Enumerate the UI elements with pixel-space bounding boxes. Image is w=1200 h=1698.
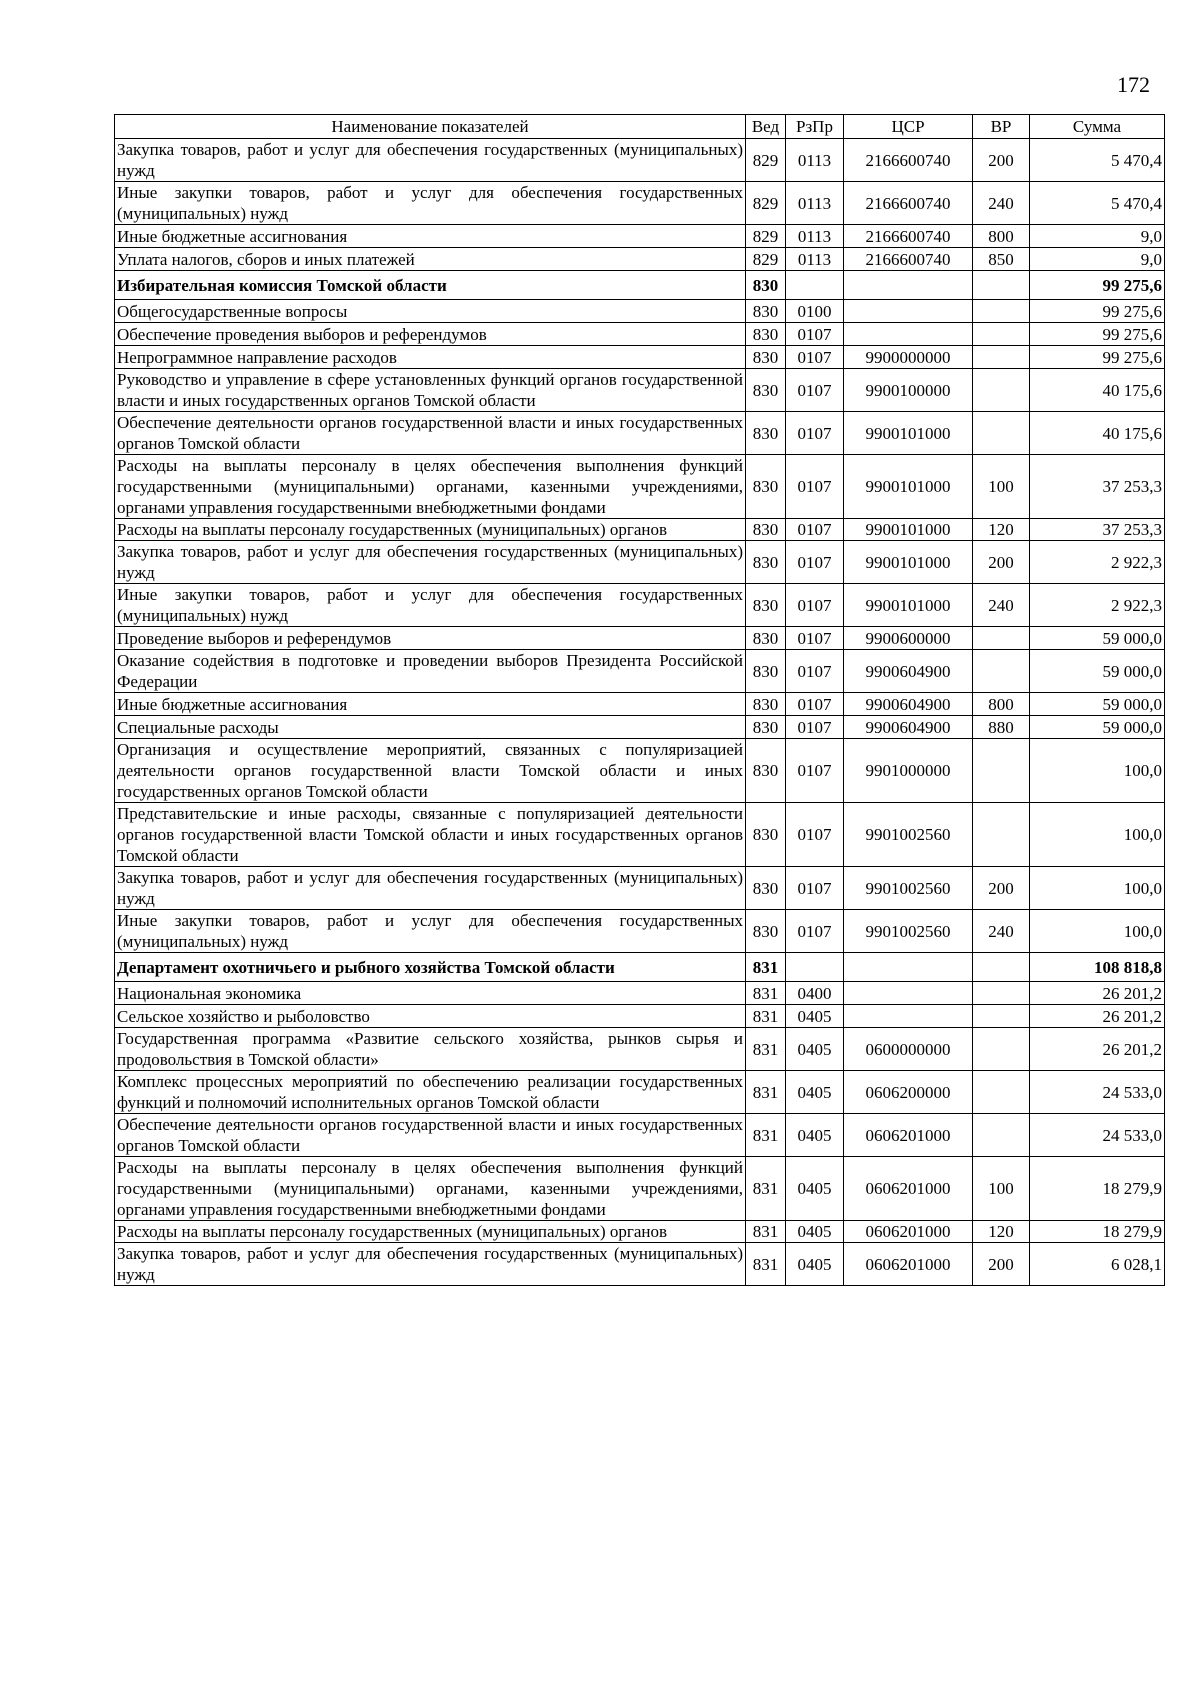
- cell-csr: 9900101000: [844, 541, 973, 584]
- cell-sum: 100,0: [1030, 739, 1165, 803]
- table-row: [115, 369, 1165, 412]
- cell-name: Закупка товаров, работ и услуг для обеспечения государственных (муниципальных) нужд: [115, 1243, 746, 1286]
- cell-vr: [973, 650, 1030, 693]
- cell-sum: 40 175,6: [1030, 369, 1165, 412]
- cell-sum: 24 533,0: [1030, 1071, 1165, 1114]
- header-sum: Сумма: [1030, 115, 1165, 139]
- cell-csr: 9900604900: [844, 693, 973, 716]
- cell-vr: [973, 627, 1030, 650]
- cell-name: Расходы на выплаты персоналу в целях обеспечения выполнения функций государственными (муниципальными) органами, казенными учреждениями, органами управления государственными внебюджетными фондами: [115, 455, 746, 519]
- cell-name: Иные бюджетные ассигнования: [115, 693, 746, 716]
- table-row: [115, 1028, 1165, 1071]
- cell-csr: [844, 323, 973, 346]
- cell-rzpr: 0405: [786, 1028, 844, 1071]
- cell-ved: 831: [746, 953, 786, 982]
- cell-rzpr: 0107: [786, 803, 844, 867]
- cell-vr: [973, 982, 1030, 1005]
- table-row: [115, 182, 1165, 225]
- cell-rzpr: 0107: [786, 867, 844, 910]
- cell-name: Иные бюджетные ассигнования: [115, 225, 746, 248]
- cell-vr: 200: [973, 1243, 1030, 1286]
- cell-name: Обеспечение деятельности органов государственной власти и иных государственных органов Томской области: [115, 412, 746, 455]
- cell-rzpr: 0113: [786, 225, 844, 248]
- cell-name: Расходы на выплаты персоналу в целях обеспечения выполнения функций государственными (муниципальными) органами, казенными учреждениями, органами управления государственными внебюджетными фондами: [115, 1157, 746, 1221]
- cell-name: Комплекс процессных мероприятий по обеспечению реализации государственных функций и полномочий исполнительных органов Томской области: [115, 1071, 746, 1114]
- cell-name: Обеспечение проведения выборов и референдумов: [115, 323, 746, 346]
- cell-csr: 9900101000: [844, 455, 973, 519]
- cell-ved: 829: [746, 139, 786, 182]
- cell-ved: 830: [746, 739, 786, 803]
- table-row: [115, 867, 1165, 910]
- cell-ved: 830: [746, 455, 786, 519]
- cell-ved: 830: [746, 323, 786, 346]
- cell-sum: 99 275,6: [1030, 323, 1165, 346]
- cell-name: Закупка товаров, работ и услуг для обеспечения государственных (муниципальных) нужд: [115, 139, 746, 182]
- cell-sum: 40 175,6: [1030, 412, 1165, 455]
- cell-ved: 830: [746, 369, 786, 412]
- cell-vr: 240: [973, 182, 1030, 225]
- cell-rzpr: 0107: [786, 739, 844, 803]
- cell-rzpr: 0107: [786, 693, 844, 716]
- cell-ved: 830: [746, 867, 786, 910]
- table-row: [115, 412, 1165, 455]
- cell-name: Представительские и иные расходы, связанные с популяризацией деятельности органов государственной власти Томской области и иных государственных органов Томской области: [115, 803, 746, 867]
- cell-csr: 0606201000: [844, 1114, 973, 1157]
- cell-csr: 9900000000: [844, 346, 973, 369]
- cell-vr: [973, 953, 1030, 982]
- cell-name: Иные закупки товаров, работ и услуг для обеспечения государственных (муниципальных) нужд: [115, 584, 746, 627]
- cell-csr: 9900604900: [844, 716, 973, 739]
- cell-sum: 59 000,0: [1030, 627, 1165, 650]
- cell-sum: 5 470,4: [1030, 139, 1165, 182]
- cell-rzpr: [786, 271, 844, 300]
- cell-csr: 9901000000: [844, 739, 973, 803]
- table-row: [115, 300, 1165, 323]
- cell-rzpr: 0405: [786, 1157, 844, 1221]
- cell-rzpr: 0405: [786, 1071, 844, 1114]
- cell-vr: 240: [973, 584, 1030, 627]
- cell-csr: 9900600000: [844, 627, 973, 650]
- cell-ved: 830: [746, 412, 786, 455]
- cell-ved: 831: [746, 982, 786, 1005]
- cell-csr: 0606201000: [844, 1221, 973, 1243]
- cell-vr: 800: [973, 225, 1030, 248]
- cell-vr: [973, 1114, 1030, 1157]
- table-row: [115, 519, 1165, 541]
- cell-ved: 829: [746, 225, 786, 248]
- cell-rzpr: 0107: [786, 369, 844, 412]
- cell-csr: [844, 953, 973, 982]
- cell-ved: 831: [746, 1157, 786, 1221]
- table-row: [115, 323, 1165, 346]
- table-row: [115, 1243, 1165, 1286]
- cell-name: Иные закупки товаров, работ и услуг для обеспечения государственных (муниципальных) нужд: [115, 910, 746, 953]
- cell-sum: 9,0: [1030, 225, 1165, 248]
- table-row: [115, 248, 1165, 271]
- table-row: [115, 1005, 1165, 1028]
- cell-name: Расходы на выплаты персоналу государственных (муниципальных) органов: [115, 1221, 746, 1243]
- cell-ved: 830: [746, 650, 786, 693]
- cell-name: Организация и осуществление мероприятий, связанных с популяризацией деятельности органов государственной власти Томской области и иных государственных органов Томской области: [115, 739, 746, 803]
- cell-csr: 9901002560: [844, 803, 973, 867]
- cell-rzpr: 0400: [786, 982, 844, 1005]
- cell-name: Проведение выборов и референдумов: [115, 627, 746, 650]
- cell-ved: 831: [746, 1243, 786, 1286]
- cell-rzpr: 0107: [786, 650, 844, 693]
- cell-ved: 831: [746, 1028, 786, 1071]
- cell-rzpr: 0107: [786, 412, 844, 455]
- table-row: [115, 716, 1165, 739]
- cell-ved: 830: [746, 803, 786, 867]
- budget-table: [114, 114, 1165, 1286]
- cell-ved: 831: [746, 1005, 786, 1028]
- cell-vr: 120: [973, 1221, 1030, 1243]
- table-header-row: [115, 115, 1165, 139]
- cell-rzpr: 0405: [786, 1243, 844, 1286]
- cell-sum: 99 275,6: [1030, 300, 1165, 323]
- header-csr: ЦСР: [844, 115, 973, 139]
- cell-sum: 108 818,8: [1030, 953, 1165, 982]
- cell-sum: 100,0: [1030, 867, 1165, 910]
- page-number: 172: [1117, 72, 1150, 97]
- cell-rzpr: 0113: [786, 139, 844, 182]
- cell-vr: 120: [973, 519, 1030, 541]
- cell-vr: 100: [973, 1157, 1030, 1221]
- table-row: [115, 803, 1165, 867]
- cell-rzpr: 0405: [786, 1005, 844, 1028]
- cell-name: Сельское хозяйство и рыболовство: [115, 1005, 746, 1028]
- cell-sum: 5 470,4: [1030, 182, 1165, 225]
- cell-sum: 2 922,3: [1030, 541, 1165, 584]
- cell-sum: 59 000,0: [1030, 693, 1165, 716]
- cell-csr: 2166600740: [844, 139, 973, 182]
- cell-vr: [973, 1071, 1030, 1114]
- table-row: [115, 455, 1165, 519]
- cell-csr: 2166600740: [844, 182, 973, 225]
- cell-csr: 9901002560: [844, 910, 973, 953]
- cell-name: Избирательная комиссия Томской области: [115, 271, 746, 300]
- cell-sum: 37 253,3: [1030, 519, 1165, 541]
- table-row: [115, 225, 1165, 248]
- cell-sum: 18 279,9: [1030, 1221, 1165, 1243]
- cell-name: Руководство и управление в сфере установленных функций органов государственной власти и иных государственных органов Томской области: [115, 369, 746, 412]
- cell-ved: 831: [746, 1114, 786, 1157]
- cell-vr: 850: [973, 248, 1030, 271]
- cell-ved: 830: [746, 541, 786, 584]
- table-row: [115, 627, 1165, 650]
- table-row: [115, 139, 1165, 182]
- cell-vr: [973, 739, 1030, 803]
- cell-rzpr: 0405: [786, 1114, 844, 1157]
- cell-ved: 830: [746, 693, 786, 716]
- cell-csr: 0606200000: [844, 1071, 973, 1114]
- cell-name: Национальная экономика: [115, 982, 746, 1005]
- cell-name: Закупка товаров, работ и услуг для обеспечения государственных (муниципальных) нужд: [115, 867, 746, 910]
- cell-vr: [973, 1005, 1030, 1028]
- cell-ved: 830: [746, 519, 786, 541]
- cell-name: Департамент охотничьего и рыбного хозяйства Томской области: [115, 953, 746, 982]
- cell-vr: [973, 803, 1030, 867]
- cell-ved: 831: [746, 1221, 786, 1243]
- cell-rzpr: 0107: [786, 455, 844, 519]
- table-row: [115, 650, 1165, 693]
- cell-ved: 830: [746, 300, 786, 323]
- cell-rzpr: 0107: [786, 627, 844, 650]
- cell-vr: [973, 346, 1030, 369]
- cell-name: Расходы на выплаты персоналу государственных (муниципальных) органов: [115, 519, 746, 541]
- cell-csr: 2166600740: [844, 225, 973, 248]
- table-row: [115, 739, 1165, 803]
- cell-sum: 26 201,2: [1030, 1028, 1165, 1071]
- cell-vr: [973, 300, 1030, 323]
- cell-ved: 829: [746, 248, 786, 271]
- cell-ved: 830: [746, 584, 786, 627]
- cell-rzpr: 0107: [786, 716, 844, 739]
- cell-vr: 200: [973, 541, 1030, 584]
- header-ved: Вед: [746, 115, 786, 139]
- cell-rzpr: 0107: [786, 541, 844, 584]
- cell-sum: 26 201,2: [1030, 1005, 1165, 1028]
- cell-csr: 9900604900: [844, 650, 973, 693]
- table-row: [115, 1071, 1165, 1114]
- cell-name: Обеспечение деятельности органов государственной власти и иных государственных органов Томской области: [115, 1114, 746, 1157]
- cell-ved: 830: [746, 346, 786, 369]
- cell-ved: 830: [746, 627, 786, 650]
- cell-rzpr: 0107: [786, 584, 844, 627]
- cell-rzpr: 0113: [786, 182, 844, 225]
- cell-sum: 100,0: [1030, 910, 1165, 953]
- cell-csr: 0606201000: [844, 1243, 973, 1286]
- cell-sum: 2 922,3: [1030, 584, 1165, 627]
- table-row: [115, 346, 1165, 369]
- table-row: [115, 953, 1165, 982]
- table-row: [115, 1114, 1165, 1157]
- cell-ved: 830: [746, 271, 786, 300]
- cell-csr: 9900100000: [844, 369, 973, 412]
- cell-csr: 0606201000: [844, 1157, 973, 1221]
- cell-vr: [973, 412, 1030, 455]
- table-row: [115, 271, 1165, 300]
- cell-sum: 99 275,6: [1030, 271, 1165, 300]
- cell-rzpr: [786, 953, 844, 982]
- cell-sum: 59 000,0: [1030, 716, 1165, 739]
- cell-name: Специальные расходы: [115, 716, 746, 739]
- table-row: [115, 584, 1165, 627]
- cell-csr: [844, 982, 973, 1005]
- cell-sum: 9,0: [1030, 248, 1165, 271]
- header-rzpr: РзПр: [786, 115, 844, 139]
- cell-vr: 800: [973, 693, 1030, 716]
- cell-vr: [973, 1028, 1030, 1071]
- cell-csr: [844, 1005, 973, 1028]
- table-row: [115, 693, 1165, 716]
- header-name: Наименование показателей: [115, 115, 746, 139]
- cell-sum: 6 028,1: [1030, 1243, 1165, 1286]
- cell-csr: 9900101000: [844, 412, 973, 455]
- cell-sum: 59 000,0: [1030, 650, 1165, 693]
- cell-vr: 100: [973, 455, 1030, 519]
- cell-name: Закупка товаров, работ и услуг для обеспечения государственных (муниципальных) нужд: [115, 541, 746, 584]
- cell-rzpr: 0107: [786, 346, 844, 369]
- cell-name: Государственная программа «Развитие сельского хозяйства, рынков сырья и продовольствия в Томской области»: [115, 1028, 746, 1071]
- cell-ved: 830: [746, 910, 786, 953]
- cell-sum: 26 201,2: [1030, 982, 1165, 1005]
- cell-name: Общегосударственные вопросы: [115, 300, 746, 323]
- cell-ved: 830: [746, 716, 786, 739]
- cell-vr: 240: [973, 910, 1030, 953]
- cell-csr: 9900101000: [844, 519, 973, 541]
- cell-csr: 2166600740: [844, 248, 973, 271]
- cell-rzpr: 0107: [786, 519, 844, 541]
- cell-csr: 9901002560: [844, 867, 973, 910]
- cell-csr: [844, 300, 973, 323]
- cell-vr: 200: [973, 867, 1030, 910]
- cell-csr: 9900101000: [844, 584, 973, 627]
- cell-sum: 100,0: [1030, 803, 1165, 867]
- cell-vr: 880: [973, 716, 1030, 739]
- cell-sum: 37 253,3: [1030, 455, 1165, 519]
- cell-name: Иные закупки товаров, работ и услуг для обеспечения государственных (муниципальных) нужд: [115, 182, 746, 225]
- cell-rzpr: 0405: [786, 1221, 844, 1243]
- cell-rzpr: 0107: [786, 910, 844, 953]
- table-row: [115, 910, 1165, 953]
- header-vr: ВР: [973, 115, 1030, 139]
- cell-name: Непрограммное направление расходов: [115, 346, 746, 369]
- cell-name: Уплата налогов, сборов и иных платежей: [115, 248, 746, 271]
- cell-vr: 200: [973, 139, 1030, 182]
- cell-ved: 829: [746, 182, 786, 225]
- cell-sum: 18 279,9: [1030, 1157, 1165, 1221]
- cell-vr: [973, 369, 1030, 412]
- cell-rzpr: 0107: [786, 323, 844, 346]
- cell-ved: 831: [746, 1071, 786, 1114]
- cell-sum: 24 533,0: [1030, 1114, 1165, 1157]
- table-row: [115, 1221, 1165, 1243]
- cell-csr: [844, 271, 973, 300]
- table-row: [115, 541, 1165, 584]
- cell-vr: [973, 271, 1030, 300]
- cell-rzpr: 0113: [786, 248, 844, 271]
- table-body: [115, 139, 1165, 1286]
- table-row: [115, 982, 1165, 1005]
- cell-csr: 0600000000: [844, 1028, 973, 1071]
- cell-rzpr: 0100: [786, 300, 844, 323]
- table-row: [115, 1157, 1165, 1221]
- cell-sum: 99 275,6: [1030, 346, 1165, 369]
- cell-vr: [973, 323, 1030, 346]
- cell-name: Оказание содействия в подготовке и проведении выборов Президента Российской Федерации: [115, 650, 746, 693]
